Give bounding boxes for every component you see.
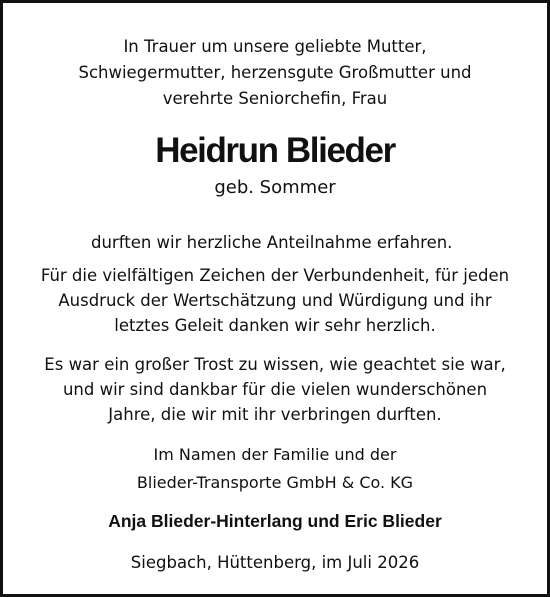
deceased-name: Heidrun Blieder (155, 131, 395, 170)
comfort-paragraph (18, 352, 532, 427)
thanks-line: Für die vielfältigen Zeichen der Verbundenheit, für jeden (40, 266, 510, 285)
maiden-name: geb. Sommer (214, 177, 336, 198)
comfort-line: Es war ein großer Trost zu wissen, wie geachtet sie war, (44, 355, 506, 374)
thanks-line: letztes Geleit danken wir sehr herzlich. (114, 316, 436, 335)
thanks-line: Ausdruck der Wertschätzung und Würdigung und ihr (58, 291, 492, 310)
thanks-paragraph (18, 263, 532, 338)
family-line: Im Namen der Familie und der (153, 445, 397, 464)
sympathy-received-line: durften wir herzliche Anteilnahme erfahren. (91, 233, 453, 252)
intro-line: Schwiegermutter, herzensgute Großmutter und (78, 63, 472, 82)
intro-text (23, 34, 527, 112)
company-line: Blieder-Transporte GmbH & Co. KG (136, 473, 414, 492)
signers-names: Anja Blieder-Hinterlang und Eric Blieder (108, 511, 442, 531)
intro-line: verehrte Seniorchefin, Frau (162, 89, 388, 108)
comfort-line: Jahre, die wir mit ihr verbringen durften. (108, 405, 442, 424)
place-and-date: Siegbach, Hüttenberg, im Juli 2026 (130, 553, 420, 572)
family-block (18, 441, 532, 497)
comfort-line: und wir sind dankbar für die vielen wunderschönen (62, 380, 488, 399)
intro-line: In Trauer um unsere geliebte Mutter, (123, 37, 427, 56)
